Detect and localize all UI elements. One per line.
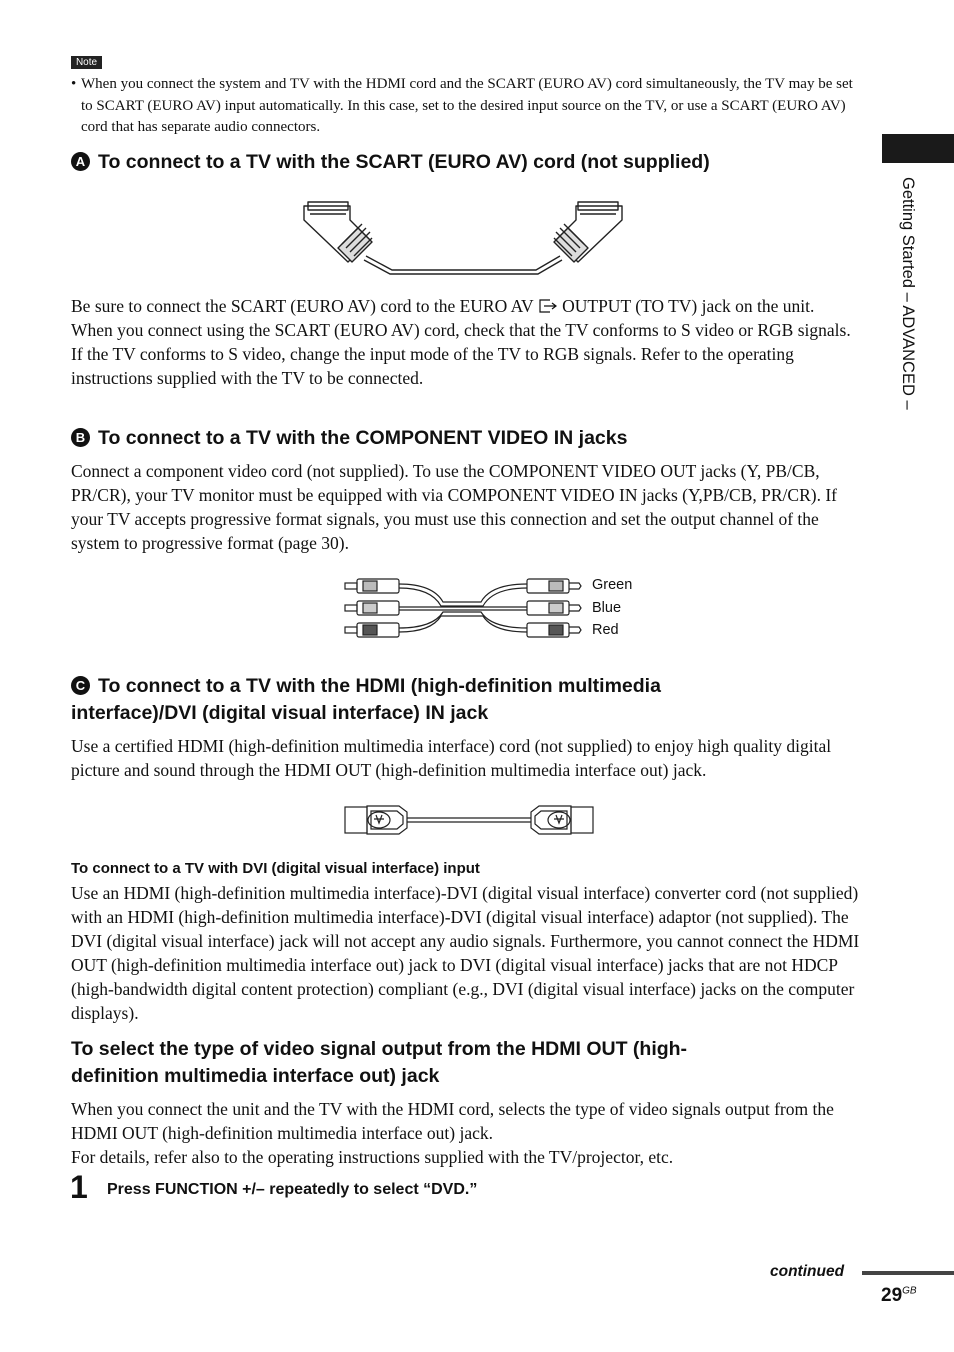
section-a-title: To connect to a TV with the SCART (EURO AV) cord (not supplied) — [98, 151, 710, 173]
section-c-body: Use a certified HDMI (high-definition multimedia interface) cord (not supplied) to enjoy high quality digital picture and sound through the HDMI OUT (high-definition multimedia interface out) jack. — [71, 736, 832, 780]
section-tab-label: Getting Started – ADVANCED – — [899, 177, 917, 410]
component-plugs-left — [345, 579, 399, 637]
cable-label-green: Green — [592, 577, 633, 593]
section-c-title-text1: To connect to a TV with the HDMI (high-definition multimedia — [98, 675, 661, 697]
section-b-title: To connect to a TV with the COMPONENT VIDEO IN jacks — [98, 427, 628, 449]
select-output-paragraph-1: When you connect the unit and the TV with the HDMI cord, selects the type of video signals output from the HDMI OUT (high-definition multimedia interface out) jack. — [71, 1099, 834, 1143]
note-body: When you connect the system and TV with the HDMI cord and the SCART (EURO AV) cord simultaneously, the TV may be set to SCART (EURO AV) input automatically. In this case, set to the desired input source on the TV, or use a SCART (EURO AV) cord that has separate audio connectors. — [81, 76, 853, 135]
cable-label-blue: Blue — [592, 600, 622, 616]
note-badge: Note — [71, 56, 102, 69]
section-b-body: Connect a component video cord (not supplied). To use the COMPONENT VIDEO OUT jacks (Y, PB/CB, PR/CR), your TV monitor must be equipped with via COMPONENT VIDEO IN jacks (Y,PB/CB, PR/CR). If your TV accepts progressive format signals, you must use this connection and set the output channel of the system to progressive format (page 30). — [71, 461, 837, 553]
hdmi-cable-illustration — [343, 803, 595, 837]
section-a-para1-end: OUTPUT (TO TV) jack on the unit. — [562, 296, 815, 316]
section-tab-block — [882, 134, 954, 163]
select-output-title-line2: definition multimedia interface out) jack — [71, 1065, 440, 1087]
component-plugs-right — [527, 579, 581, 637]
section-c-heading — [71, 673, 861, 727]
step-number: 1 — [70, 1169, 88, 1205]
note-bullet: • — [71, 76, 77, 92]
section-c-title-line2: interface)/DVI (digital visual interface) IN jack — [71, 702, 489, 724]
section-c-marker: C — [71, 676, 90, 695]
select-output-title-line1: To select the type of video signal output from the HDMI OUT (high- — [71, 1038, 688, 1060]
dvi-heading: To connect to a TV with DVI (digital visual interface) input — [71, 860, 480, 877]
section-a-paragraph-1 — [71, 294, 861, 318]
scart-cable-illustration — [300, 198, 626, 276]
section-c-title-line1 — [71, 673, 861, 700]
hdmi-plug-left — [345, 806, 407, 834]
page-number-suffix: GB — [902, 1285, 917, 1297]
continued-bar — [862, 1271, 954, 1275]
section-a-paragraph-2: When you connect using the SCART (EURO AV) cord, check that the TV conforms to S video or RGB signals. If the TV conforms to S video, change the input mode of the TV to RGB signals. Refer to the operating instructions supplied with the TV to be connected. — [71, 320, 851, 388]
cable-label-red: Red — [592, 622, 619, 638]
dvi-body: Use an HDMI (high-definition multimedia interface)-DVI (digital visual interface) converter cord (not supplied) with an HDMI (high-definition multimedia interface)-DVI (digital visual interface) adaptor (not supplied). The DVI (digital visual interface) jack will not accept any audio signals. Furthermore, you cannot connect the HDMI OUT (high-definition multimedia interface out) jack to DVI (digital visual interface) jacks that are not HDCP (high-bandwidth digital content protection) compliant (e.g., DVI (digital visual interface) jacks on the computer displays). — [71, 883, 860, 1023]
section-b-marker: B — [71, 428, 90, 447]
step-instruction: Press FUNCTION +/– repeatedly to select “DVD.” — [107, 1181, 478, 1198]
select-output-heading — [71, 1036, 861, 1090]
output-arrow-icon — [538, 299, 558, 313]
page-number-value: 29 — [881, 1285, 903, 1306]
component-cable-illustration — [343, 574, 583, 640]
hdmi-plug-right — [531, 806, 593, 834]
section-a-para1-start: Be sure to connect the SCART (EURO AV) cord to the EURO AV — [71, 296, 534, 316]
section-a-marker: A — [71, 152, 90, 171]
section-a-heading — [71, 149, 710, 176]
section-b-heading — [71, 425, 627, 452]
select-output-paragraph-2: For details, refer also to the operating instructions supplied with the TV/projector, etc. — [71, 1147, 674, 1167]
section-a-body — [71, 294, 861, 390]
continued-label: continued — [770, 1263, 845, 1280]
select-output-body — [71, 1097, 861, 1169]
page-number — [881, 1285, 917, 1307]
note-text — [71, 74, 861, 139]
